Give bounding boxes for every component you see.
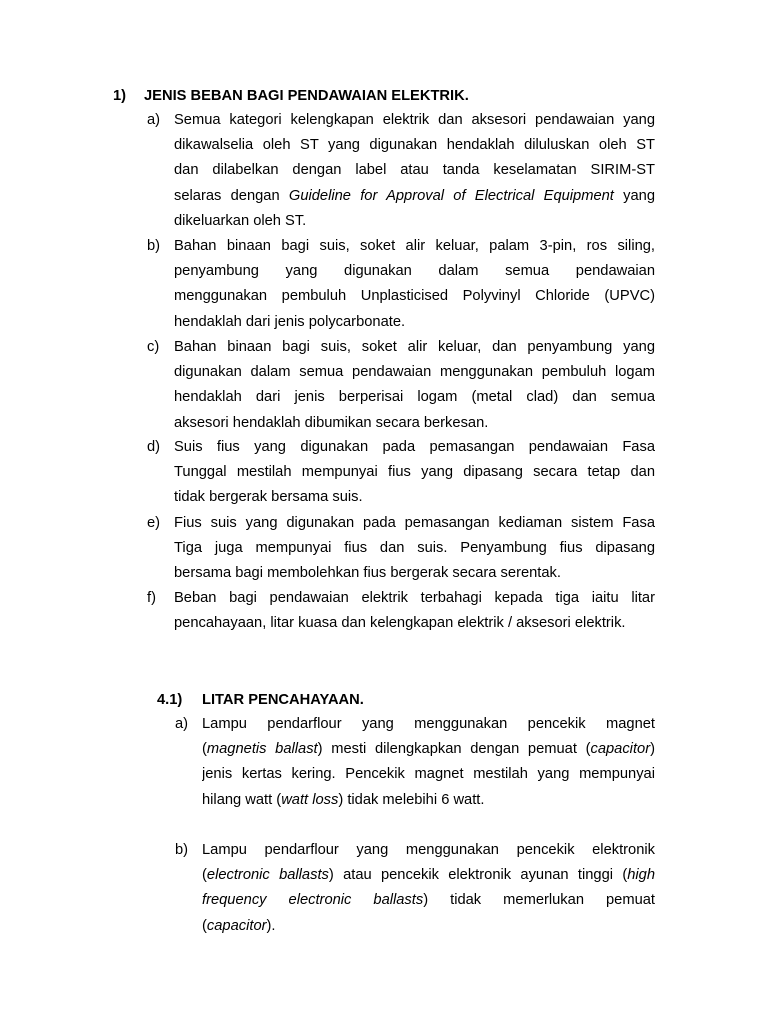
- text-line: [202, 888, 655, 913]
- list-item-label: a): [147, 112, 161, 128]
- section-41-title-text: LITAR PENCAHAYAAN.: [202, 692, 364, 708]
- section-1-title: [144, 86, 469, 106]
- list-item-text: [174, 586, 655, 636]
- text-line: [174, 335, 655, 360]
- text-run: bersama bagi membolehkan fius bergerak secara serentak.: [174, 565, 561, 582]
- italic-text: watt loss: [281, 791, 339, 808]
- text-line: [174, 234, 655, 259]
- list-item-text: [174, 335, 655, 436]
- list-item-text: [202, 838, 655, 939]
- text-run: (: [202, 741, 207, 758]
- text-run: Lampu pendarflour yang menggunakan pencekik magnet: [202, 716, 655, 732]
- list-item-text: [202, 712, 655, 813]
- text-line: [202, 838, 655, 863]
- text-run: tidak bergerak bersama suis.: [174, 489, 363, 506]
- text-line: [174, 158, 655, 183]
- text-run: (: [202, 917, 207, 934]
- text-line: [202, 914, 655, 939]
- text-line: [174, 536, 655, 561]
- text-run: (: [202, 867, 207, 884]
- list-item-label: b): [147, 238, 161, 254]
- text-run: yang: [613, 187, 655, 204]
- text-run: pencahayaan, litar kuasa dan kelengkapan elektrik / aksesori elektrik.: [174, 615, 626, 632]
- section-41-title: [202, 690, 364, 710]
- text-line: [174, 411, 655, 436]
- italic-text: electronic ballasts: [206, 867, 329, 884]
- section-1-number: 1): [113, 88, 127, 104]
- section-1-title-text: JENIS BEBAN BAGI PENDAWAIAN ELEKTRIK.: [144, 88, 469, 104]
- text-run: hendaklah dari jenis polycarbonate.: [174, 313, 406, 330]
- text-line: [174, 360, 655, 385]
- text-line: [174, 259, 655, 284]
- list-item-label: b): [175, 842, 189, 858]
- text-line: [174, 511, 655, 536]
- list-item-text: [174, 511, 655, 587]
- text-run: Lampu pendarflour yang menggunakan pencekik elektronik: [202, 842, 655, 858]
- section-1-heading: [113, 86, 126, 106]
- text-line: [174, 586, 655, 611]
- italic-text: capacitor: [590, 741, 651, 758]
- text-line: [174, 385, 655, 410]
- text-run: ): [650, 741, 655, 758]
- list-item-label: d): [147, 439, 161, 455]
- text-run: Tiga juga mempunyai fius dan suis. Penyambung fius dipasang: [174, 540, 655, 557]
- text-run: jenis kertas kering. Pencekik magnet mestilah yang mempunyai: [202, 766, 655, 783]
- text-run: Suis fius yang digunakan pada pemasangan pendawaian Fasa: [174, 439, 655, 455]
- list-item-text: [174, 435, 655, 511]
- text-line: [174, 133, 655, 158]
- text-line: [174, 209, 655, 234]
- text-line: [174, 485, 655, 510]
- text-run: menggunakan pembuluh Unplasticised Polyvinyl Chloride (UPVC): [174, 288, 655, 305]
- text-run: penyambung yang digunakan dalam semua pendawaian: [174, 263, 655, 280]
- text-line: [202, 762, 655, 787]
- list-item-label: e): [147, 515, 161, 531]
- text-line: [174, 108, 655, 133]
- text-line: [174, 184, 655, 209]
- italic-text: high: [627, 867, 655, 884]
- text-run: Fius suis yang digunakan pada pemasangan kediaman sistem Fasa: [174, 515, 655, 531]
- section-41-number: 4.1): [157, 692, 183, 708]
- text-run: ).: [266, 917, 276, 934]
- text-line: [174, 561, 655, 586]
- text-run: dikeluarkan oleh ST.: [174, 212, 307, 229]
- italic-text: frequency electronic ballasts: [202, 892, 424, 909]
- list-item-text: [174, 108, 655, 234]
- text-line: [202, 863, 655, 888]
- list-item-label: f): [147, 590, 156, 606]
- list-item-label: a): [175, 716, 189, 732]
- text-run: dan dilabelkan dengan label atau tanda keselamatan SIRIM-ST: [174, 162, 655, 179]
- text-run: Bahan binaan bagi suis, soket alir keluar, palam 3-pin, ros siling,: [174, 238, 655, 254]
- text-line: [174, 460, 655, 485]
- list-item-text: [174, 234, 655, 335]
- text-line: [202, 737, 655, 762]
- text-run: ) tidak melebihi 6 watt.: [338, 791, 485, 808]
- text-run: Bahan binaan bagi suis, soket alir keluar, dan penyambung yang: [174, 339, 655, 355]
- text-run: aksesori hendaklah dibumikan secara berkesan.: [174, 414, 489, 431]
- text-run: Tunggal mestilah mempunyai fius yang dipasang secara tetap dan: [174, 464, 655, 481]
- text-run: Semua kategori kelengkapan elektrik dan aksesori pendawaian yang: [174, 112, 655, 128]
- text-run: ) tidak memerlukan pemuat: [423, 892, 655, 909]
- text-run: dikawalselia oleh ST yang digunakan hendaklah diluluskan oleh ST: [174, 137, 655, 154]
- italic-text: capacitor: [206, 917, 267, 934]
- text-run: digunakan dalam semua pendawaian menggunakan pembuluh logam: [174, 364, 655, 381]
- text-run: hilang watt (: [202, 791, 282, 808]
- italic-text: magnetis ballast: [206, 741, 318, 758]
- text-run: ) mesti dilengkapkan dengan pemuat (: [317, 741, 591, 758]
- text-run: hendaklah dari jenis berperisai logam (metal clad) dan semua: [174, 389, 655, 406]
- text-line: [174, 435, 655, 460]
- text-run: Beban bagi pendawaian elektrik terbahagi kepada tiga iaitu litar: [174, 590, 655, 606]
- section-41-heading: [157, 690, 182, 710]
- text-line: [202, 712, 655, 737]
- text-run: ) atau pencekik elektronik ayunan tinggi (: [328, 867, 628, 884]
- text-line: [174, 284, 655, 309]
- text-line: [202, 788, 655, 813]
- list-item-label: c): [147, 339, 160, 355]
- text-run: selaras dengan: [174, 187, 289, 204]
- text-line: [174, 310, 655, 335]
- text-line: [174, 611, 655, 636]
- italic-text: Guideline for Approval of Electrical Equipment: [288, 187, 614, 204]
